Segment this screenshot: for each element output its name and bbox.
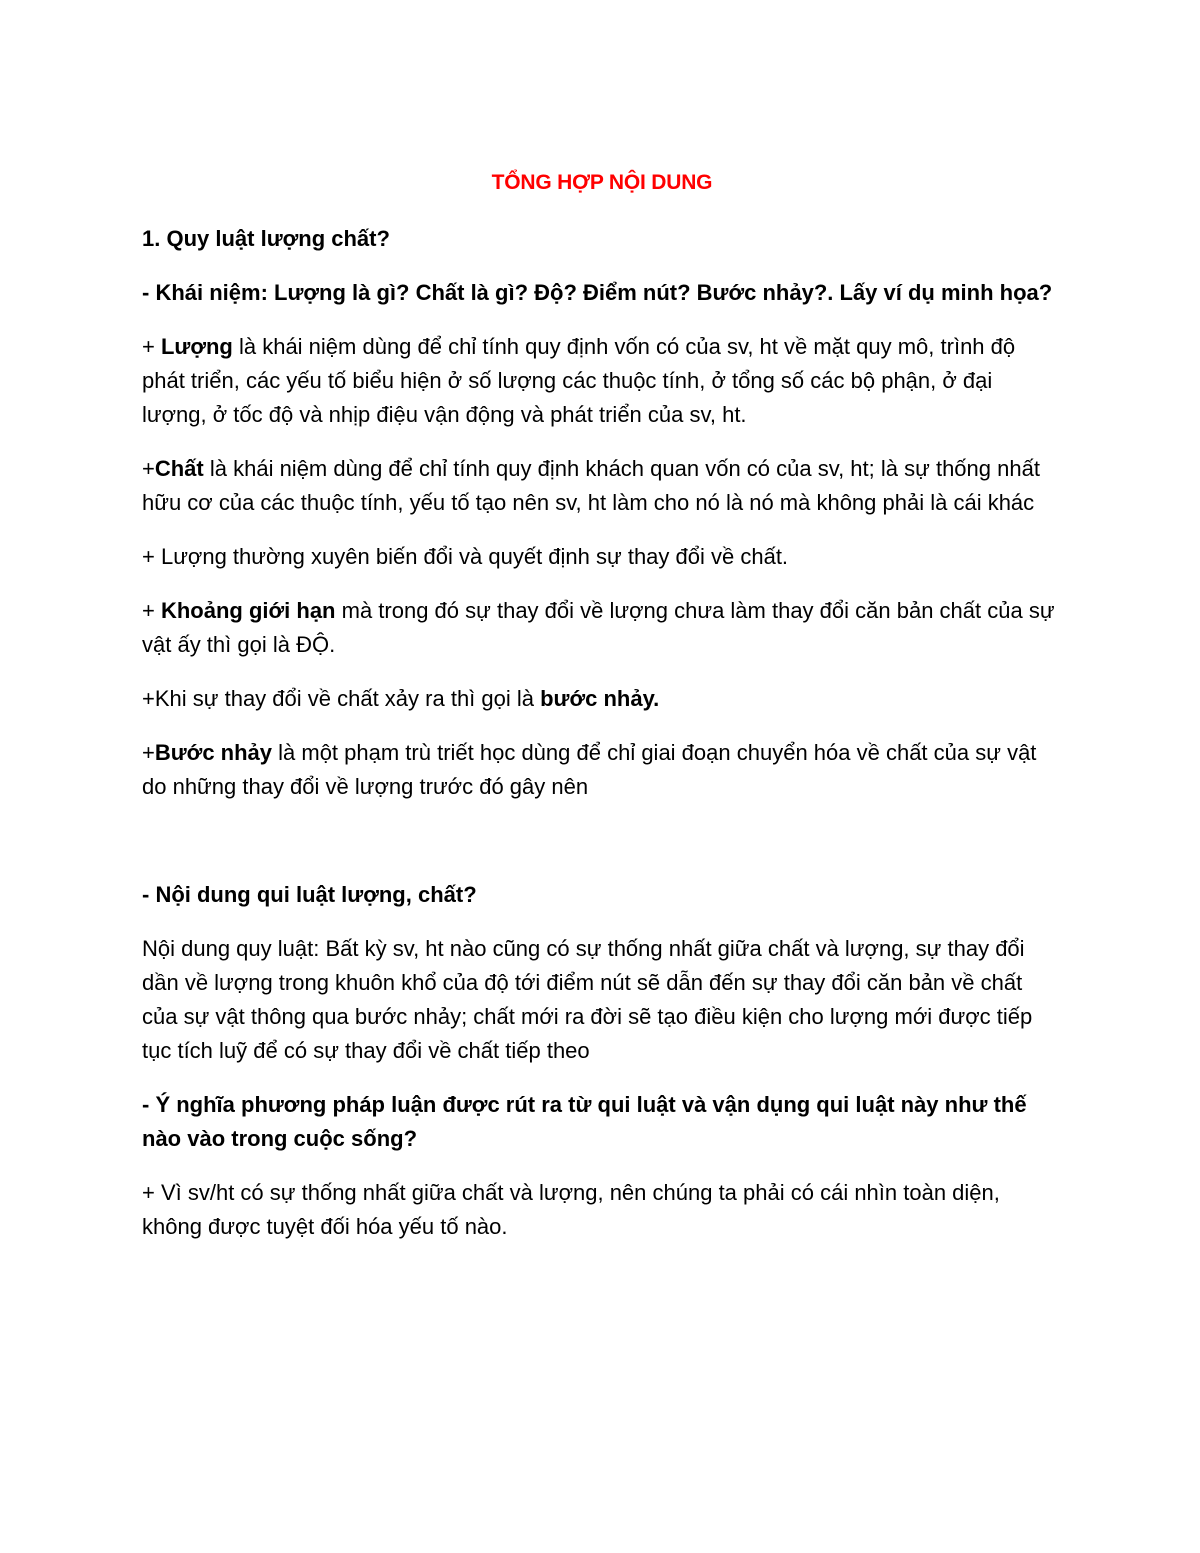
content-paragraph: Nội dung quy luật: Bất kỳ sv, ht nào cũng có sự thống nhất giữa chất và lượng, sự thay đổi dần về lượng trong khuôn khổ của độ tới điểm nút sẽ dẫn đến sự thay đổi căn bản về chất của sự vật thông qua bước nhảy; chất mới ra đời sẽ tạo điều kiện cho lượng mới được tiếp tục tích luỹ để có sự thay đổi về chất tiếp theo <box>142 936 1033 1063</box>
bullet-prefix: + <box>142 598 161 623</box>
meaning-paragraph: + Vì sv/ht có sự thống nhất giữa chất và lượng, nên chúng ta phải có cái nhìn toàn diện, không được tuyệt đối hóa yếu tố nào. <box>142 1180 1000 1239</box>
definition-text: +Khi sự thay đổi về chất xảy ra thì gọi là <box>142 686 541 711</box>
term-luong: Lượng <box>160 334 233 359</box>
bullet-prefix: + <box>142 740 155 765</box>
spacer <box>142 824 1062 878</box>
page-title: TỔNG HỢP NỘI DUNG <box>491 171 713 194</box>
term-buoc-nhay: bước nhảy. <box>540 686 660 711</box>
definition-text: là khái niệm dùng để chỉ tính quy định khách quan vốn có của sv, ht; là sự thống nhất hữu cơ của các thuộc tính, yếu tố tạo nên sv, ht làm cho nó là nó mà không phải là cái khác <box>142 456 1040 515</box>
definition-text: là khái niệm dùng để chỉ tính quy định vốn có của sv, ht về mặt quy mô, trình độ phát triển, các yếu tố biểu hiện ở số lượng các thuộc tính, ở tổng số các bộ phận, ở đại lượng, ở tốc độ và nhịp điệu vận động và phát triển của sv, ht. <box>142 334 1016 427</box>
concept-question: - Khái niệm: Lượng là gì? Chất là gì? Độ? Điểm nút? Bước nhảy?. Lấy ví dụ minh họa? <box>142 280 1053 305</box>
bullet-prefix: + <box>142 456 155 481</box>
bullet-prefix: + <box>142 334 161 359</box>
content-question: - Nội dung qui luật lượng, chất? <box>142 882 477 907</box>
term-chat: Chất <box>154 456 204 481</box>
paragraph-khi <box>142 682 1062 716</box>
paragraph-do <box>142 594 1062 662</box>
question-heading: 1. Quy luật lượng chất? <box>142 226 390 251</box>
paragraph-chat <box>142 452 1062 520</box>
meaning-question: - Ý nghĩa phương pháp luận được rút ra từ qui luật và vận dụng qui luật này như thế nào vào trong cuộc sống? <box>142 1092 1027 1151</box>
term-khoang-gioi-han: Khoảng giới hạn <box>160 598 336 623</box>
paragraph-luong-change: + Lượng thường xuyên biến đổi và quyết định sự thay đổi về chất. <box>142 544 789 569</box>
definition-text: mà trong đó sự thay đổi về lượng chưa làm thay đổi căn bản chất của sự vật ấy thì gọi là ĐỘ. <box>142 598 1055 657</box>
definition-text: là một phạm trù triết học dùng để chỉ giai đoạn chuyển hóa về chất của sự vật do những thay đổi về lượng trước đó gây nên <box>142 740 1037 799</box>
term-buoc-nhay-def: Bước nhảy <box>154 740 273 765</box>
document-page <box>142 168 1062 1264</box>
paragraph-buoc-nhay <box>142 736 1062 804</box>
paragraph-luong <box>142 330 1062 432</box>
